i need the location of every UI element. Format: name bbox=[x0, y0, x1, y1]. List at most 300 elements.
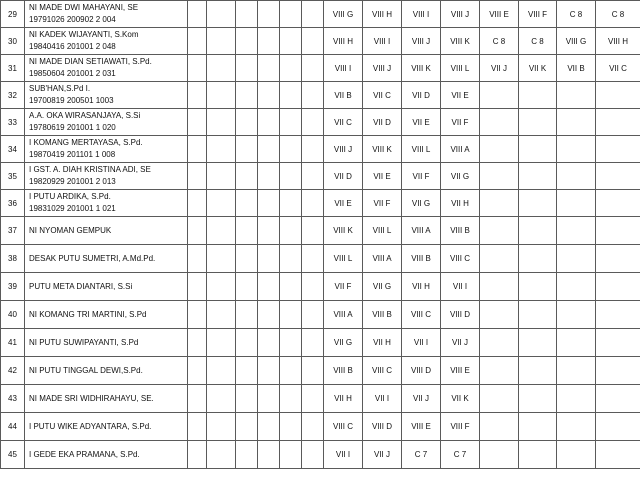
teacher-nip: 19791026 200902 2 004 bbox=[29, 15, 116, 24]
class-cell bbox=[188, 245, 207, 273]
class-cell bbox=[557, 273, 596, 301]
class-cell bbox=[258, 217, 280, 245]
class-cell: VII H bbox=[324, 385, 363, 413]
teacher-nip: 19831029 201001 1 021 bbox=[29, 204, 116, 213]
class-cell bbox=[557, 301, 596, 329]
class-cell: VII E bbox=[324, 190, 363, 217]
class-cell bbox=[596, 82, 640, 109]
teacher-cell bbox=[25, 136, 188, 163]
class-cell bbox=[207, 301, 236, 329]
teacher-name: DESAK PUTU SUMETRI, A.Md.Pd. bbox=[29, 253, 156, 263]
class-cell bbox=[207, 441, 236, 469]
class-cell: C 8 bbox=[596, 1, 640, 28]
class-cell: VII D bbox=[363, 109, 402, 136]
class-cell: VIII C bbox=[402, 301, 441, 329]
class-cell bbox=[236, 441, 258, 469]
class-cell: VII G bbox=[402, 190, 441, 217]
class-cell: VII F bbox=[441, 109, 480, 136]
schedule-body bbox=[1, 1, 640, 469]
class-cell bbox=[519, 163, 557, 190]
teacher-nip: 19780619 201001 1 020 bbox=[29, 123, 116, 132]
class-cell bbox=[557, 109, 596, 136]
class-cell: VIII C bbox=[324, 413, 363, 441]
table-row bbox=[1, 28, 640, 55]
row-number: 42 bbox=[1, 357, 25, 385]
class-cell bbox=[557, 217, 596, 245]
class-cell bbox=[302, 245, 324, 273]
class-cell bbox=[596, 217, 640, 245]
class-cell: VIII H bbox=[363, 1, 402, 28]
class-cell: C 8 bbox=[480, 28, 519, 55]
class-cell bbox=[188, 163, 207, 190]
class-cell bbox=[207, 109, 236, 136]
class-cell: VII D bbox=[324, 163, 363, 190]
class-cell bbox=[519, 441, 557, 469]
class-cell: VIII G bbox=[557, 28, 596, 55]
class-cell bbox=[557, 357, 596, 385]
teacher-name: NI MADE DWI MAHAYANI, SE bbox=[29, 3, 139, 12]
teacher-name: NI MADE SRI WIDHIRAHAYU, SE. bbox=[29, 393, 154, 403]
class-cell: VIII L bbox=[363, 217, 402, 245]
class-cell: VIII K bbox=[441, 28, 480, 55]
class-cell bbox=[596, 413, 640, 441]
class-cell bbox=[480, 441, 519, 469]
class-cell bbox=[480, 217, 519, 245]
class-cell bbox=[302, 385, 324, 413]
class-cell: VIII B bbox=[402, 245, 441, 273]
class-cell: VIII C bbox=[363, 357, 402, 385]
class-cell: C 8 bbox=[557, 1, 596, 28]
class-cell: VIII G bbox=[324, 1, 363, 28]
class-cell bbox=[596, 163, 640, 190]
class-cell: VIII A bbox=[363, 245, 402, 273]
class-cell bbox=[280, 82, 302, 109]
class-cell bbox=[519, 109, 557, 136]
class-cell bbox=[302, 217, 324, 245]
class-cell bbox=[236, 413, 258, 441]
class-cell: VIII L bbox=[402, 136, 441, 163]
class-cell bbox=[280, 190, 302, 217]
class-cell bbox=[207, 357, 236, 385]
teacher-name: I GST. A. DIAH KRISTINA ADI, SE bbox=[29, 165, 151, 174]
table-row bbox=[1, 245, 640, 273]
row-number: 39 bbox=[1, 273, 25, 301]
row-number: 34 bbox=[1, 136, 25, 163]
class-cell: VIII E bbox=[402, 413, 441, 441]
class-cell: VIII L bbox=[324, 245, 363, 273]
class-cell bbox=[236, 55, 258, 82]
class-cell bbox=[280, 413, 302, 441]
class-cell bbox=[519, 245, 557, 273]
class-cell bbox=[302, 301, 324, 329]
class-cell: VII J bbox=[441, 329, 480, 357]
class-cell: VII B bbox=[324, 82, 363, 109]
class-cell: VII D bbox=[402, 82, 441, 109]
class-cell bbox=[236, 217, 258, 245]
class-cell bbox=[207, 190, 236, 217]
class-cell bbox=[596, 109, 640, 136]
table-row bbox=[1, 329, 640, 357]
class-cell bbox=[188, 28, 207, 55]
class-cell bbox=[280, 217, 302, 245]
class-cell bbox=[258, 245, 280, 273]
class-cell bbox=[207, 1, 236, 28]
class-cell: VIII L bbox=[441, 55, 480, 82]
class-cell: VIII I bbox=[402, 1, 441, 28]
teacher-cell bbox=[25, 28, 188, 55]
class-cell bbox=[302, 273, 324, 301]
class-cell bbox=[480, 273, 519, 301]
teacher-name: I GEDE EKA PRAMANA, S.Pd. bbox=[29, 449, 140, 459]
class-cell: VII C bbox=[363, 82, 402, 109]
class-cell: VIII E bbox=[480, 1, 519, 28]
class-cell: VIII K bbox=[402, 55, 441, 82]
class-cell bbox=[480, 190, 519, 217]
teacher-name: I PUTU WIKE ADYANTARA, S.Pd. bbox=[29, 421, 152, 431]
class-cell bbox=[236, 1, 258, 28]
class-cell bbox=[302, 55, 324, 82]
table-row bbox=[1, 385, 640, 413]
class-cell: VII I bbox=[324, 441, 363, 469]
row-number: 44 bbox=[1, 413, 25, 441]
class-cell bbox=[557, 385, 596, 413]
class-cell bbox=[480, 357, 519, 385]
class-cell bbox=[480, 109, 519, 136]
table-row bbox=[1, 1, 640, 28]
class-cell: VIII I bbox=[324, 55, 363, 82]
class-cell: VII F bbox=[402, 163, 441, 190]
class-cell bbox=[480, 301, 519, 329]
class-cell bbox=[596, 357, 640, 385]
teacher-cell bbox=[25, 82, 188, 109]
table-row bbox=[1, 357, 640, 385]
class-cell: VII E bbox=[441, 82, 480, 109]
class-cell bbox=[280, 55, 302, 82]
class-cell bbox=[596, 190, 640, 217]
table-row bbox=[1, 273, 640, 301]
class-cell bbox=[280, 28, 302, 55]
teacher-name: NI MADE DIAN SETIAWATI, S.Pd. bbox=[29, 57, 152, 66]
class-cell bbox=[188, 357, 207, 385]
class-cell bbox=[258, 163, 280, 190]
row-number: 31 bbox=[1, 55, 25, 82]
class-cell bbox=[557, 136, 596, 163]
teacher-cell bbox=[25, 273, 188, 301]
teacher-name: I KOMANG MERTAYASA, S.Pd. bbox=[29, 138, 143, 147]
teacher-nip: 19700819 200501 1003 bbox=[29, 96, 114, 105]
class-cell bbox=[557, 441, 596, 469]
class-cell: VII H bbox=[363, 329, 402, 357]
class-cell bbox=[188, 413, 207, 441]
class-cell bbox=[258, 273, 280, 301]
class-cell: VII H bbox=[441, 190, 480, 217]
teacher-name: NI KOMANG TRI MARTINI, S.Pd bbox=[29, 309, 147, 319]
class-cell bbox=[207, 136, 236, 163]
teacher-cell bbox=[25, 190, 188, 217]
class-cell bbox=[236, 301, 258, 329]
class-cell bbox=[519, 301, 557, 329]
class-cell bbox=[596, 136, 640, 163]
class-cell: VIII E bbox=[441, 357, 480, 385]
class-cell bbox=[236, 136, 258, 163]
row-number: 41 bbox=[1, 329, 25, 357]
class-cell: VII G bbox=[441, 163, 480, 190]
teacher-cell bbox=[25, 245, 188, 273]
class-cell bbox=[557, 190, 596, 217]
class-cell bbox=[188, 55, 207, 82]
class-cell bbox=[519, 190, 557, 217]
class-cell: C 7 bbox=[402, 441, 441, 469]
class-cell bbox=[207, 385, 236, 413]
class-cell bbox=[280, 301, 302, 329]
class-cell bbox=[207, 329, 236, 357]
class-cell: VII C bbox=[596, 55, 640, 82]
class-cell bbox=[236, 385, 258, 413]
class-cell bbox=[188, 329, 207, 357]
class-cell bbox=[207, 413, 236, 441]
class-cell: VII G bbox=[324, 329, 363, 357]
class-cell bbox=[188, 385, 207, 413]
class-cell bbox=[302, 163, 324, 190]
class-cell bbox=[596, 245, 640, 273]
class-cell: VIII A bbox=[441, 136, 480, 163]
class-cell bbox=[280, 163, 302, 190]
class-cell: VIII H bbox=[596, 28, 640, 55]
table-row bbox=[1, 82, 640, 109]
row-number: 43 bbox=[1, 385, 25, 413]
class-cell bbox=[236, 163, 258, 190]
class-cell bbox=[519, 329, 557, 357]
class-cell bbox=[480, 245, 519, 273]
class-cell bbox=[596, 329, 640, 357]
class-cell bbox=[480, 385, 519, 413]
class-cell bbox=[302, 441, 324, 469]
class-cell bbox=[258, 109, 280, 136]
class-cell: VII K bbox=[441, 385, 480, 413]
class-cell bbox=[280, 109, 302, 136]
class-cell: VII J bbox=[402, 385, 441, 413]
class-cell bbox=[519, 136, 557, 163]
class-cell bbox=[236, 28, 258, 55]
teacher-name: SUB'HAN,S.Pd I. bbox=[29, 84, 91, 93]
class-cell: VIII A bbox=[402, 217, 441, 245]
class-cell bbox=[280, 441, 302, 469]
class-cell bbox=[188, 136, 207, 163]
teacher-cell bbox=[25, 217, 188, 245]
class-cell bbox=[207, 163, 236, 190]
class-cell bbox=[258, 1, 280, 28]
class-cell bbox=[236, 82, 258, 109]
class-cell bbox=[280, 357, 302, 385]
class-cell: VIII B bbox=[324, 357, 363, 385]
teacher-name: NI NYOMAN GEMPUK bbox=[29, 225, 112, 235]
class-cell: VIII J bbox=[402, 28, 441, 55]
class-cell: VII J bbox=[363, 441, 402, 469]
class-cell bbox=[557, 82, 596, 109]
class-cell bbox=[207, 273, 236, 301]
teacher-name: NI PUTU TINGGAL DEWI,S.Pd. bbox=[29, 365, 143, 375]
table-row bbox=[1, 55, 640, 82]
class-cell bbox=[519, 357, 557, 385]
teacher-nip: 19850604 201001 2 031 bbox=[29, 69, 116, 78]
teacher-name: I PUTU ARDIKA, S.Pd. bbox=[29, 192, 111, 201]
class-cell: VIII D bbox=[363, 413, 402, 441]
class-cell: VII J bbox=[480, 55, 519, 82]
class-cell bbox=[557, 413, 596, 441]
row-number: 33 bbox=[1, 109, 25, 136]
row-number: 30 bbox=[1, 28, 25, 55]
class-cell bbox=[258, 413, 280, 441]
class-cell bbox=[236, 190, 258, 217]
class-cell bbox=[258, 82, 280, 109]
class-cell bbox=[519, 217, 557, 245]
class-cell: VII I bbox=[402, 329, 441, 357]
class-cell bbox=[188, 82, 207, 109]
class-cell bbox=[302, 82, 324, 109]
class-cell bbox=[302, 357, 324, 385]
class-cell bbox=[519, 413, 557, 441]
teacher-name: PUTU META DIANTARI, S.Si bbox=[29, 281, 133, 291]
teacher-cell bbox=[25, 357, 188, 385]
class-cell: VIII D bbox=[441, 301, 480, 329]
class-cell: VII H bbox=[402, 273, 441, 301]
class-cell: VII I bbox=[441, 273, 480, 301]
class-cell: VIII K bbox=[363, 136, 402, 163]
table-row bbox=[1, 136, 640, 163]
class-cell bbox=[280, 385, 302, 413]
class-cell bbox=[207, 217, 236, 245]
class-cell: VII E bbox=[402, 109, 441, 136]
class-cell: VIII J bbox=[441, 1, 480, 28]
row-number: 32 bbox=[1, 82, 25, 109]
class-cell bbox=[480, 136, 519, 163]
class-cell bbox=[188, 217, 207, 245]
teacher-cell bbox=[25, 55, 188, 82]
class-cell bbox=[280, 245, 302, 273]
class-cell bbox=[302, 28, 324, 55]
class-cell bbox=[596, 301, 640, 329]
teacher-name: NI PUTU SUWIPAYANTI, S.Pd bbox=[29, 337, 139, 347]
class-cell: C 7 bbox=[441, 441, 480, 469]
table-row bbox=[1, 217, 640, 245]
teacher-cell bbox=[25, 1, 188, 28]
class-cell bbox=[188, 190, 207, 217]
table-row bbox=[1, 301, 640, 329]
class-cell bbox=[236, 329, 258, 357]
class-cell bbox=[480, 163, 519, 190]
class-cell bbox=[258, 55, 280, 82]
class-cell: VIII F bbox=[441, 413, 480, 441]
class-cell bbox=[302, 109, 324, 136]
class-cell bbox=[236, 109, 258, 136]
class-cell bbox=[258, 357, 280, 385]
row-number: 36 bbox=[1, 190, 25, 217]
teacher-nip: 19870419 201101 1 008 bbox=[29, 150, 116, 159]
class-cell bbox=[280, 1, 302, 28]
class-cell bbox=[188, 273, 207, 301]
teacher-cell bbox=[25, 109, 188, 136]
class-cell: VIII K bbox=[324, 217, 363, 245]
class-cell bbox=[207, 55, 236, 82]
class-cell bbox=[302, 1, 324, 28]
class-cell bbox=[280, 273, 302, 301]
row-number: 29 bbox=[1, 1, 25, 28]
class-cell: VII B bbox=[557, 55, 596, 82]
class-cell: VIII B bbox=[441, 217, 480, 245]
class-cell: VII I bbox=[363, 385, 402, 413]
class-cell bbox=[188, 1, 207, 28]
teacher-cell bbox=[25, 385, 188, 413]
class-cell: C 8 bbox=[519, 28, 557, 55]
class-cell: VIII B bbox=[363, 301, 402, 329]
teacher-cell bbox=[25, 441, 188, 469]
table-row bbox=[1, 441, 640, 469]
table-row bbox=[1, 190, 640, 217]
table-row bbox=[1, 163, 640, 190]
class-cell bbox=[596, 385, 640, 413]
row-number: 40 bbox=[1, 301, 25, 329]
class-cell bbox=[519, 385, 557, 413]
class-cell: VII F bbox=[363, 190, 402, 217]
class-cell: VII K bbox=[519, 55, 557, 82]
row-number: 35 bbox=[1, 163, 25, 190]
row-number: 37 bbox=[1, 217, 25, 245]
class-cell: VIII C bbox=[441, 245, 480, 273]
class-cell bbox=[596, 441, 640, 469]
class-cell bbox=[519, 273, 557, 301]
class-cell bbox=[302, 329, 324, 357]
class-cell bbox=[280, 329, 302, 357]
class-cell: VIII A bbox=[324, 301, 363, 329]
teacher-nip: 19840416 201001 2 048 bbox=[29, 42, 116, 51]
class-cell bbox=[557, 245, 596, 273]
teacher-cell bbox=[25, 329, 188, 357]
class-cell: VIII J bbox=[363, 55, 402, 82]
class-cell bbox=[258, 441, 280, 469]
class-cell bbox=[519, 82, 557, 109]
teacher-name: A.A. OKA WIRASANJAYA, S.Si bbox=[29, 111, 141, 120]
class-cell bbox=[280, 136, 302, 163]
class-cell bbox=[207, 82, 236, 109]
teacher-name: NI KADEK WIJAYANTI, S.Kom bbox=[29, 30, 139, 39]
class-cell: VII G bbox=[363, 273, 402, 301]
class-cell bbox=[480, 329, 519, 357]
class-cell bbox=[480, 82, 519, 109]
table-row bbox=[1, 109, 640, 136]
class-cell bbox=[188, 109, 207, 136]
class-cell bbox=[302, 190, 324, 217]
row-number: 38 bbox=[1, 245, 25, 273]
class-cell bbox=[480, 413, 519, 441]
class-cell bbox=[258, 28, 280, 55]
class-cell bbox=[596, 273, 640, 301]
class-cell bbox=[188, 441, 207, 469]
teacher-nip: 19820929 201001 2 013 bbox=[29, 177, 116, 186]
row-number: 45 bbox=[1, 441, 25, 469]
teacher-cell bbox=[25, 301, 188, 329]
class-cell bbox=[258, 329, 280, 357]
class-cell bbox=[258, 190, 280, 217]
class-cell: VII E bbox=[363, 163, 402, 190]
class-cell bbox=[236, 245, 258, 273]
teacher-cell bbox=[25, 413, 188, 441]
class-cell: VII C bbox=[324, 109, 363, 136]
class-cell: VIII F bbox=[519, 1, 557, 28]
class-cell bbox=[258, 136, 280, 163]
class-cell bbox=[258, 385, 280, 413]
class-cell bbox=[188, 301, 207, 329]
class-cell bbox=[207, 245, 236, 273]
